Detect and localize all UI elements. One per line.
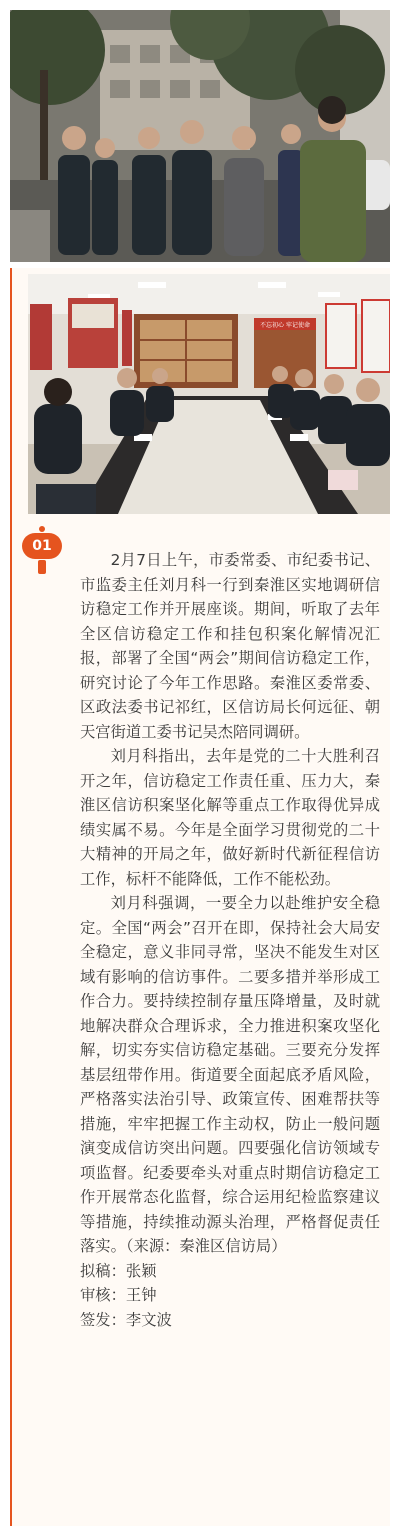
article-paragraph-2: 刘月科指出，去年是党的二十大胜利召开之年，信访稳定工作责任重、压力大，秦淮区信访积案坚化解等重点工作取得优异成绩实属不易。今年是全面学习贯彻党的二十大精神的开局之年，做好新时代新征程信访工作，标杆不能降低，工作不能松劲。 bbox=[80, 747, 380, 888]
reviewer-line: 审核：王钟 bbox=[80, 1286, 157, 1304]
badge-stem bbox=[38, 560, 46, 574]
badge-dot bbox=[39, 526, 45, 532]
article-paragraph-1: 2月7日上午，市委常委、市纪委书记、市监委主任刘月科一行到秦淮区实地调研信访稳定工作并开展座谈。期间，听取了去年全区信访稳定工作和挂包积案化解情况汇报，部署了全国“两会”期间信访稳定工作，研究讨论了今年工作思路。秦淮区委常委、区政法委书记祁红，区信访局长何远征、朝天宫街道工委书记吴杰陪同调研。 bbox=[80, 551, 380, 741]
issuer-line: 签发：李文波 bbox=[80, 1310, 172, 1329]
meeting-room-photo bbox=[28, 274, 390, 514]
article-body bbox=[80, 548, 380, 1332]
wall-banner: 不忘初心 牢记使命 bbox=[260, 322, 310, 329]
badge-number: 01 bbox=[22, 533, 62, 559]
drafter-line: 拟稿：张颖 bbox=[80, 1261, 157, 1280]
accent-divider bbox=[10, 268, 12, 1526]
section-number-badge bbox=[22, 526, 62, 580]
article-paragraph-3: 刘月科强调，一要全力以赴维护安全稳定。全国“两会”召开在即，保持社会大局安全稳定，意义非同寻常，坚决不能发生对区域有影响的信访事件。二要多措并举形成工作合力。要持续控制存量压降增量，及时就地解决群众合理诉求，全力推进积案攻坚化解，切实夯实信访稳定基础。三要充分发挥基层纽带作用。街道要全面起底矛盾风险，严格落实法治引导、政策宣传、困难帮扶等措施，牢牢把握工作主动权，防止一般问题演变成信访突出问题。四要强化信访领域专项监督。纪委要牵头对重点时期信访稳定工作开展常态化监督，综合运用纪检监察建议等措施，持续推动源头治理，严格督促责任落实。（来源：秦淮区信访局） bbox=[80, 894, 380, 1255]
outdoor-visit-photo bbox=[10, 10, 390, 262]
